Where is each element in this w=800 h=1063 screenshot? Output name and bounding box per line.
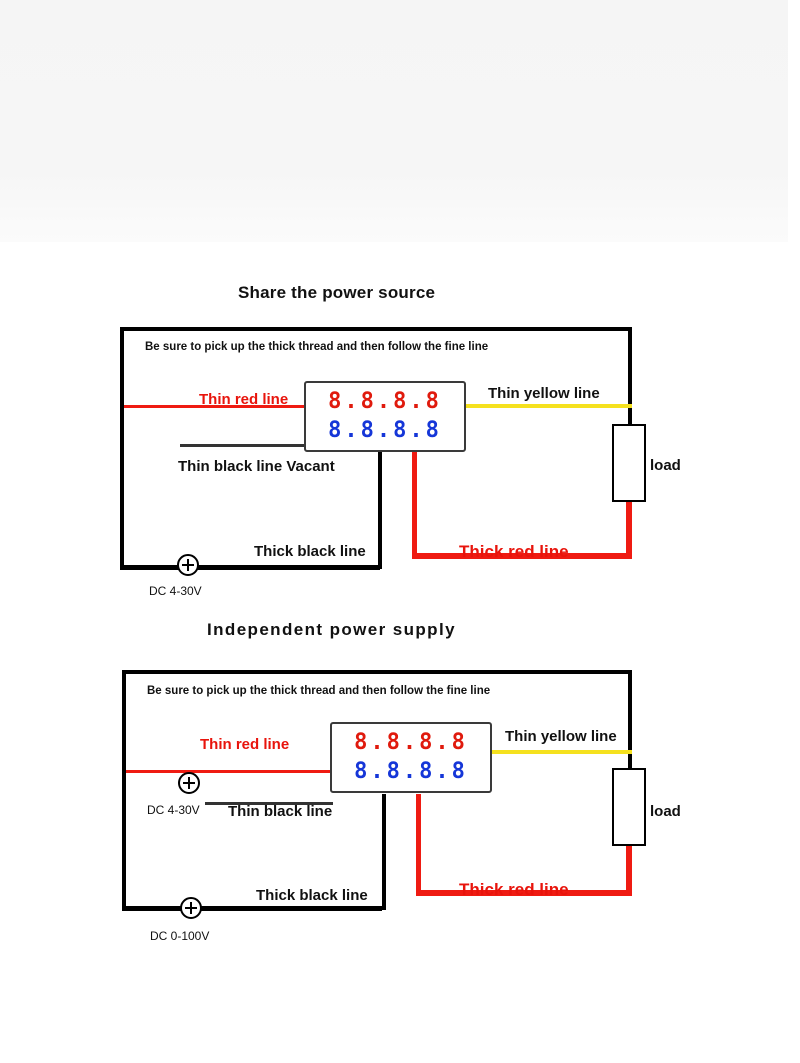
d2-wire-thin-red [126,770,332,773]
d2-source-bottom-plus-vertical [190,902,192,914]
d2-source-top-plus-vertical [188,777,190,789]
d2-meter-voltage-display: 8.8.8.8 [354,730,468,756]
d2-meter-screen [338,729,484,786]
d1-wire-meter-red-lead [412,452,417,557]
d2-note-text: Be sure to pick up the thick thread and then follow the fine line [147,685,491,697]
d2-thick-red-label: Thick red line [459,880,569,899]
d2-wire-thin-yellow [490,750,632,754]
d2-wire-meter-black-lead [382,794,386,910]
d2-thin-red-label: Thin red line [200,736,290,753]
d1-wire-bottom-black [120,565,380,570]
d2-meter-module [330,722,492,793]
d1-thin-black-label: Thin black line Vacant [178,458,335,475]
d1-thin-red-label: Thin red line [199,391,289,408]
d2-wire-right-black [628,670,632,770]
d1-meter-screen [312,388,458,445]
d2-source-top-label: DC 4-30V [147,803,200,817]
d2-wire-red-to-load [626,843,632,896]
diagram-1-title: Share the power source [238,283,436,302]
d1-wire-thin-black-vacant [180,444,310,447]
d1-load-resistor [612,424,646,502]
d2-load-resistor [612,768,646,846]
d1-load-label: load [650,457,681,474]
d2-wire-bottom-black [122,906,382,911]
d1-wire-thin-yellow [466,404,632,408]
d1-wire-left-black [120,327,124,569]
d1-thick-black-label: Thick black line [254,543,366,560]
d1-wire-right-black [628,327,632,425]
d1-wire-red-to-load [626,500,632,559]
d1-meter-module [304,381,466,452]
d2-thin-yellow-label: Thin yellow line [505,728,617,745]
d2-source-bottom-label: DC 0-100V [150,929,210,943]
d1-source-plus-vertical [187,559,189,571]
d2-wire-meter-red-lead [416,794,421,894]
top-image-band [0,0,788,242]
d2-wire-left-black [122,670,126,910]
d1-meter-current-display: 8.8.8.8 [328,417,442,443]
d2-thick-black-label: Thick black line [256,887,368,904]
d1-source-symbol [177,554,199,576]
d2-wire-top-black [122,670,632,674]
d1-meter-voltage-display: 8.8.8.8 [328,389,442,415]
d2-load-label: load [650,803,681,820]
d1-thick-red-label: Thick red line [459,542,569,561]
d2-thin-black-label: Thin black line [228,803,333,820]
d2-source-top-symbol [178,772,200,794]
d1-wire-meter-black-lead [378,452,382,569]
top-image-band-fill [0,0,788,242]
d1-note-text: Be sure to pick up the thick thread and then follow the fine line [145,341,489,353]
d1-wire-top-black [120,327,632,331]
d1-source-label: DC 4-30V [149,584,202,598]
diagram-2-title: Independent power supply [207,620,456,639]
d2-meter-current-display: 8.8.8.8 [354,758,468,784]
d1-thin-yellow-label: Thin yellow line [488,385,600,402]
d2-source-bottom-symbol [180,897,202,919]
